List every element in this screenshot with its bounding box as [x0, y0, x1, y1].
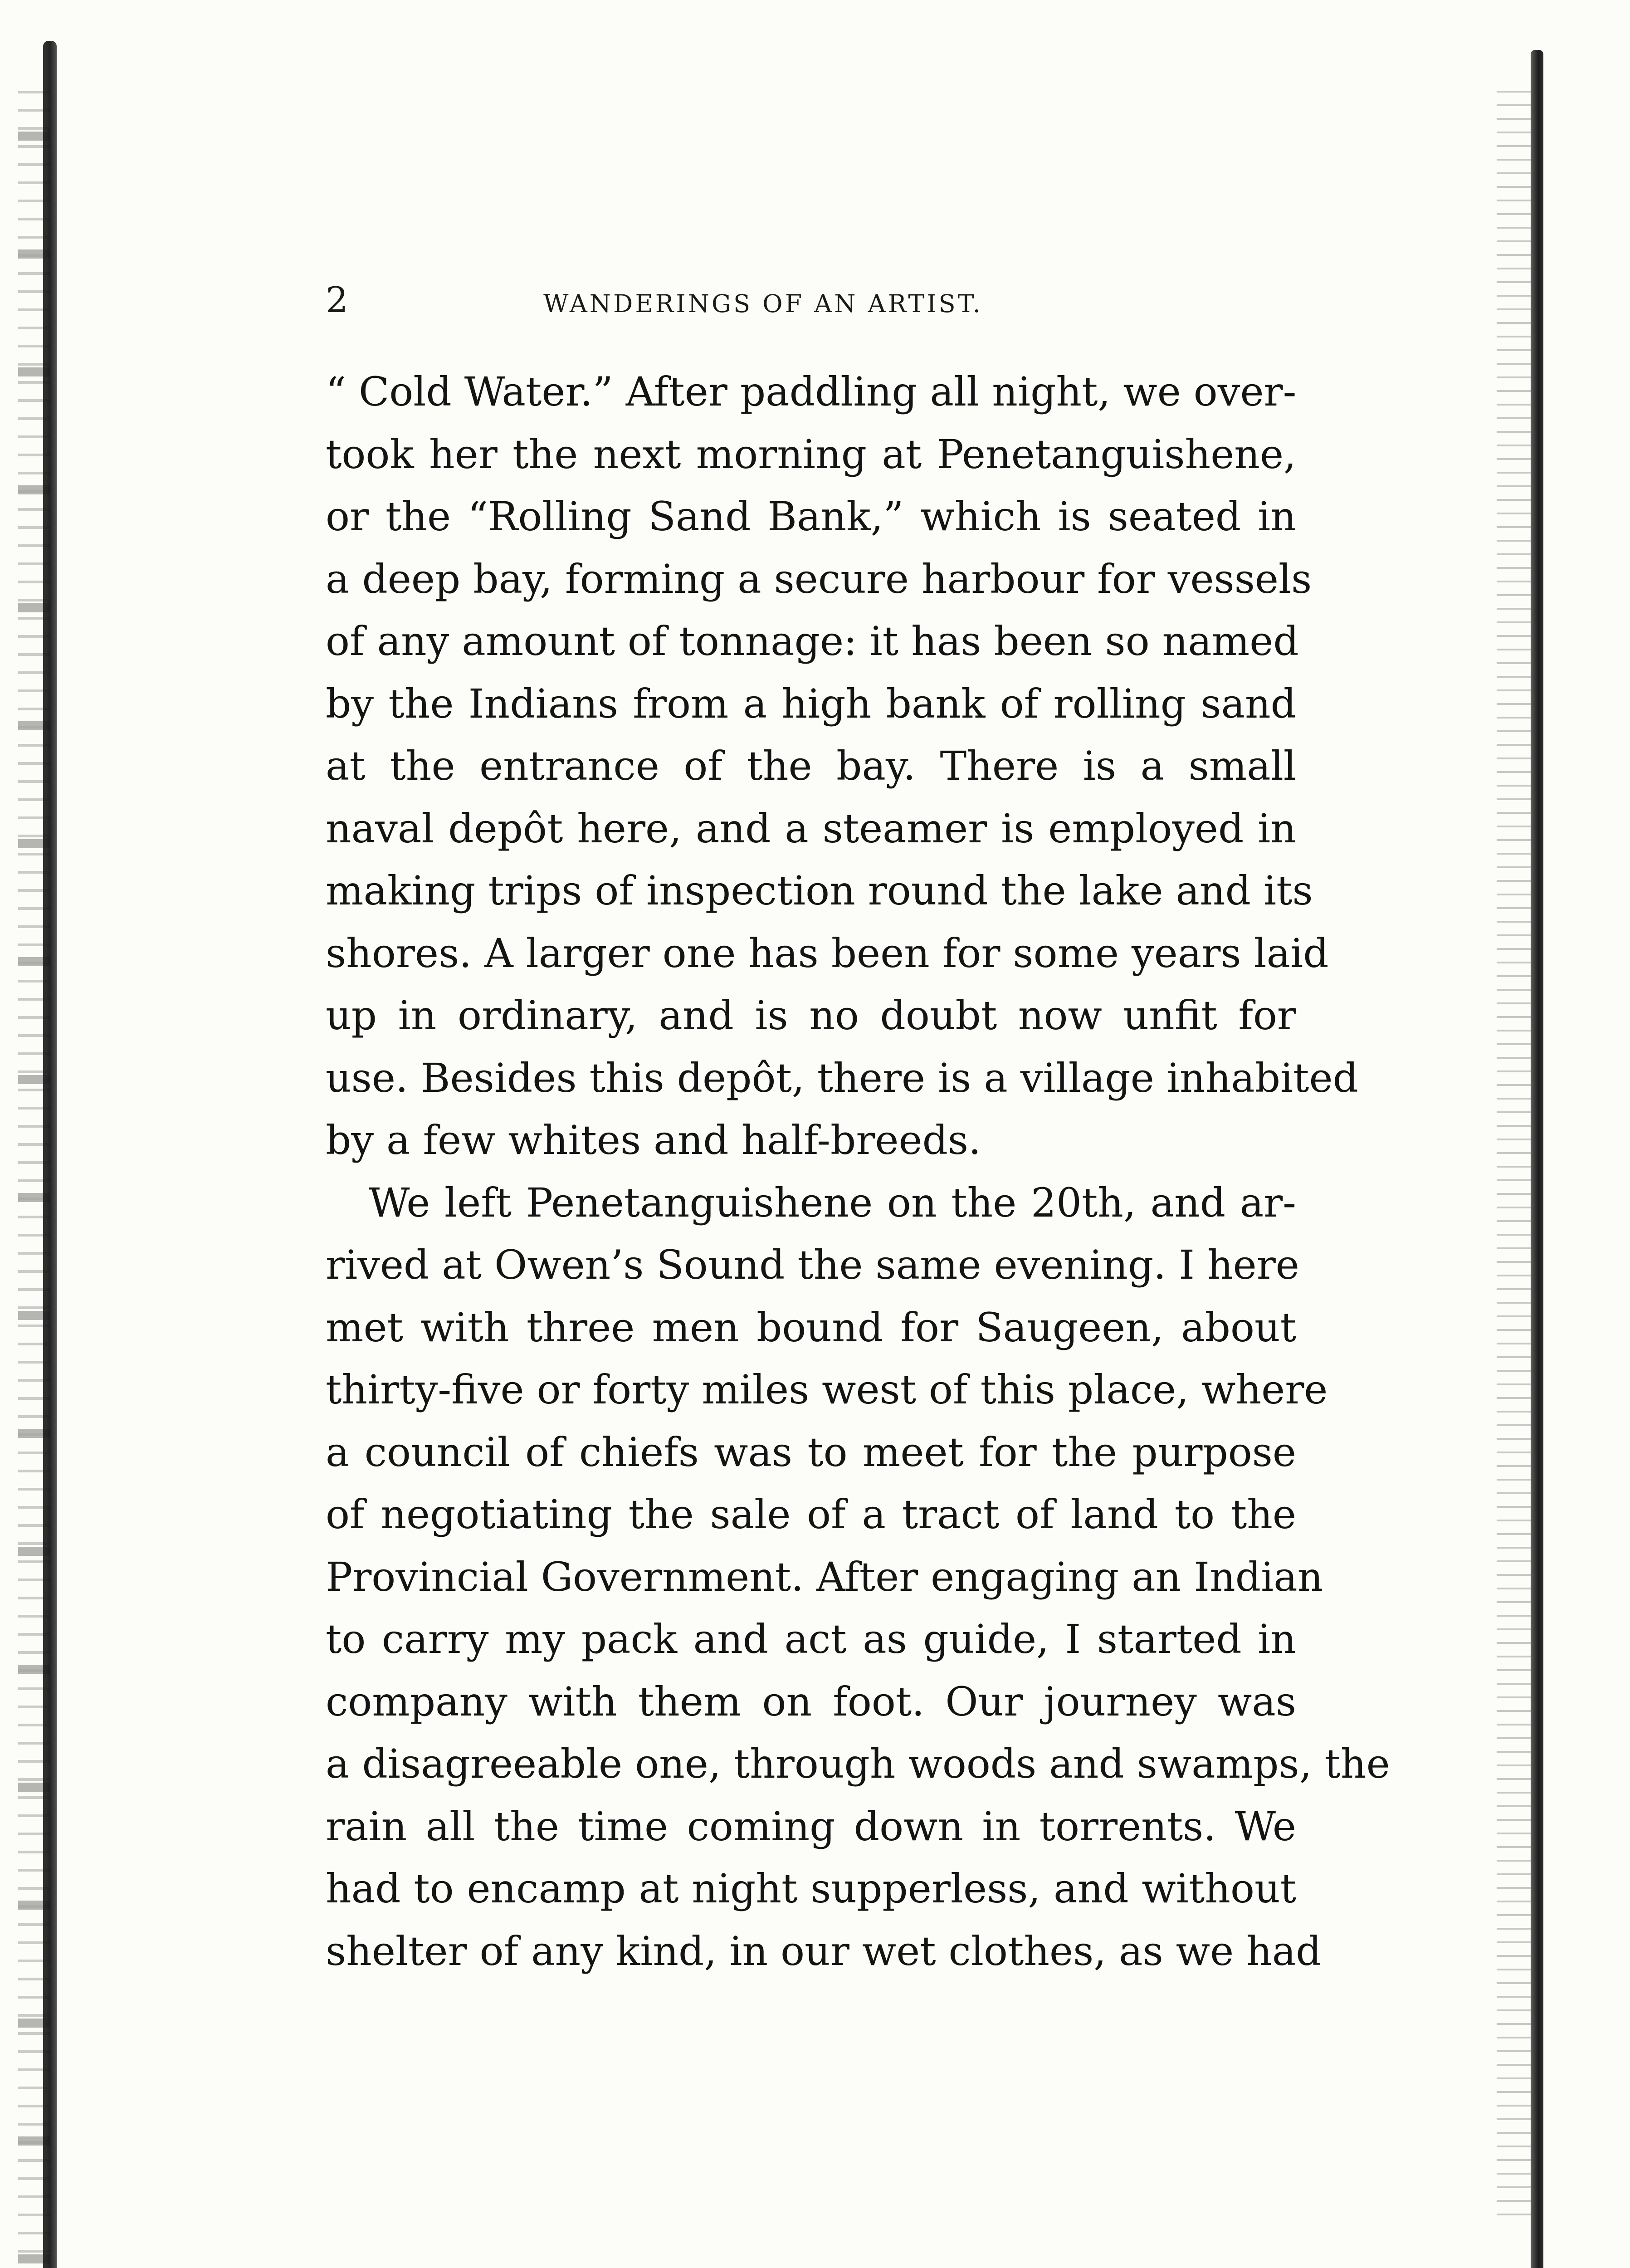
text-line: at the entrance of the bay. There is a small	[326, 743, 1296, 789]
text-line: rived at Owen’s Sound the same evening. I here	[326, 1242, 1299, 1288]
page-header	[326, 278, 1301, 332]
page-edge-left	[43, 41, 57, 2268]
running-head: WANDERINGS OF AN ARTIST.	[543, 289, 983, 318]
text-line: thirty-five or forty miles west of this place, where	[326, 1366, 1328, 1413]
text-line: naval depôt here, and a steamer is employed in	[326, 805, 1296, 852]
text-line: rain all the time coming down in torrents. We	[326, 1803, 1296, 1850]
text-line: company with them on foot. Our journey was	[326, 1678, 1296, 1725]
text-line: a council of chiefs was to meet for the purpose	[326, 1428, 1296, 1476]
text-line: of any amount of tonnage: it has been so named	[326, 618, 1299, 665]
text-line: of negotiating the sale of a tract of land to the	[326, 1491, 1296, 1538]
text-line: or the “Rolling Sand Bank,” which is seated in	[326, 493, 1296, 540]
text-line: by a few whites and half-breeds.	[326, 1117, 981, 1163]
text-line: shores. A larger one has been for some years laid	[326, 929, 1329, 977]
text-line: Provincial Government. After engaging an Indian	[326, 1553, 1323, 1600]
text-line: a disagreeable one, through woods and swamps, the	[326, 1740, 1390, 1787]
text-line: shelter of any kind, in our wet clothes, as we had	[326, 1927, 1322, 1975]
text-line: by the Indians from a high bank of rolling sand	[326, 680, 1296, 727]
text-line: “ Cold Water.” After paddling all night, we over-	[326, 368, 1297, 415]
text-line: We left Penetanguishene on the 20th, and ar-	[369, 1179, 1296, 1226]
paragraph-1	[326, 361, 1358, 1172]
text-line: took her the next morning at Penetanguishene,	[326, 430, 1296, 478]
text-line: making trips of inspection round the lake and its	[326, 867, 1313, 914]
page-edge-right	[1531, 50, 1543, 2268]
text-line: had to encamp at night supperless, and without	[326, 1865, 1296, 1912]
text-line: up in ordinary, and is no doubt now unfit for	[326, 992, 1296, 1039]
body-text	[326, 361, 1390, 1982]
paragraph-2	[326, 1172, 1390, 1983]
binding-shadow-right	[1497, 91, 1531, 2223]
text-line: met with three men bound for Saugeen, about	[326, 1304, 1296, 1351]
page-number: 2	[326, 280, 348, 321]
text-line: a deep bay, forming a secure harbour for vessels	[326, 555, 1312, 602]
text-line: to carry my pack and act as guide, I started in	[326, 1616, 1296, 1662]
text-line: use. Besides this depôt, there is a village inhabited	[326, 1054, 1358, 1101]
